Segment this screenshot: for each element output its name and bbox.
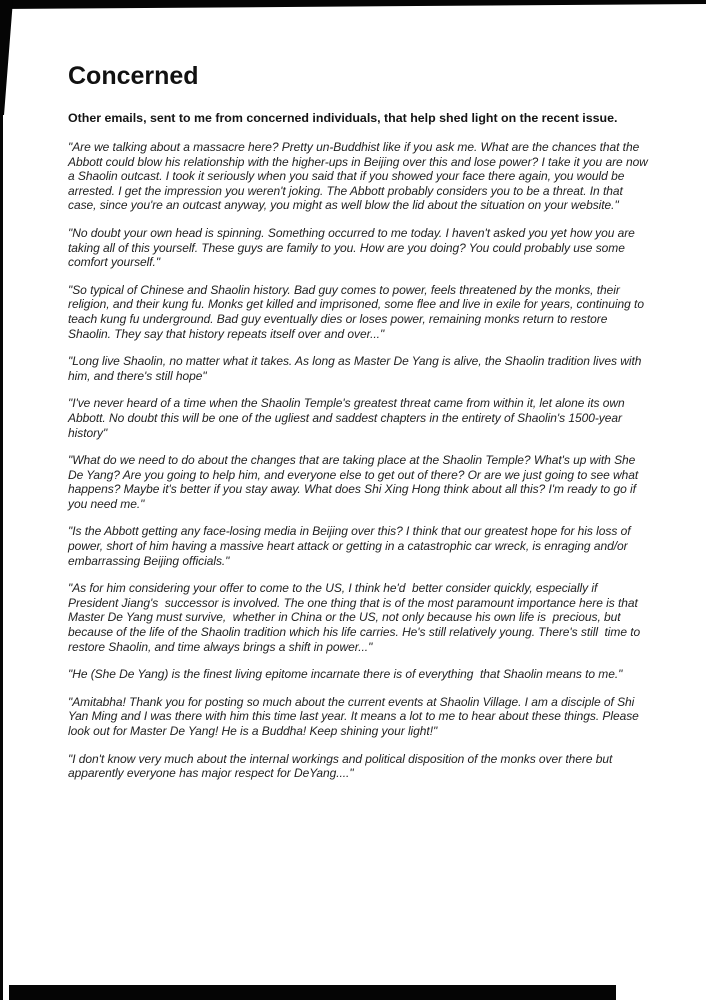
email-quote: "Amitabha! Thank you for posting so much about the current events at Shaolin Village. I am a disciple of Shi Yan Ming and I was there with him this time last year. It means a lot to me to hear about these things. Please look out for Master De Yang! He is a Buddha! Keep shining your light!" — [68, 694, 643, 738]
email-quote: "No doubt your own head is spinning. Something occurred to me today. I haven't asked you yet how you are taking all of this yourself. These guys are family to you. How are you doing? You could probably use some comfort yourself." — [68, 225, 639, 270]
email-quote: "Are we talking about a massacre here? Pretty un-Buddhist like if you ask me. What are the chances that the Abbott could blow his relationship with the higher-ups in Beijing over this and lose power? I take it you are now a Shaolin outcast. I took it seriously when you said that if you showed your face there again, you would be arrested. I get the impression you weren't joking. The Abbott probably considers you to be a threat. In that case, since you're an outcast anyway, you might as well blow the lid about the situation on your website." — [68, 140, 652, 213]
intro-text: Other emails, sent to me from concerned individuals, that help shed light on the recent issue. — [68, 111, 618, 125]
email-quotes-list — [68, 140, 652, 781]
email-quote: "As for him considering your offer to come to the US, I think he'd better consider quickly, especially if President Jiang's successor is involved. The one thing that is of the most paramount importance here is that Master De Yang must survive, whether in China or the US, not only because his own life is precious, but because of the life of the Shaolin tradition which his life carries. He's still relatively young. There's still time to restore Shaolin, and time always brings a shift in power..." — [68, 581, 644, 654]
email-quote: "I've never heard of a time when the Shaolin Temple's greatest threat came from within it, let alone its own Abbott. No doubt this will be one of the ugliest and saddest chapters in the entirety of Shaolin's 1500-year history" — [68, 396, 628, 440]
page-title: Concerned — [68, 62, 199, 90]
scan-border-bottom — [9, 985, 616, 1000]
email-quote: "Long live Shaolin, no matter what it takes. As long as Master De Yang is alive, the Shaolin tradition lives with him, and there's still hope" — [68, 354, 645, 383]
document-content — [68, 62, 652, 794]
email-quote: "I don't know very much about the internal workings and political disposition of the monks over there but apparently everyone has major respect for DeYang...." — [68, 751, 616, 781]
scan-border-top — [0, 0, 706, 9]
email-quote: "What do we need to do about the changes that are taking place at the Shaolin Temple? What's up with She De Yang? Are you going to help him, and everyone else to get out of there? Or are we just going to see what happens? Maybe it's better if you stay away. What does Shi Xing Hong think about all this? I'm ready to go if you need me." — [68, 453, 642, 511]
email-quote: "He (She De Yang) is the finest living epitome incarnate there is of everything that Shaolin means to me." — [68, 667, 623, 682]
email-quote: "Is the Abbott getting any face-losing media in Beijing over this? I think that our greatest hope for his loss of power, short of him having a massive heart attack or getting in a catastrophic car wreck, is enraging and/or embarrassing Beijing officials." — [68, 524, 634, 568]
email-quote: "So typical of Chinese and Shaolin history. Bad guy comes to power, feels threatened by the monks, their religion, and their kung fu. Monks get killed and imprisoned, some flee and live in exile for years, continuing to teach kung fu underground. Bad guy eventually dies or loses power, remaining monks return to restore Shaolin. They say that history repeats itself over and over..." — [68, 282, 648, 341]
scan-border-left — [0, 0, 3, 1000]
